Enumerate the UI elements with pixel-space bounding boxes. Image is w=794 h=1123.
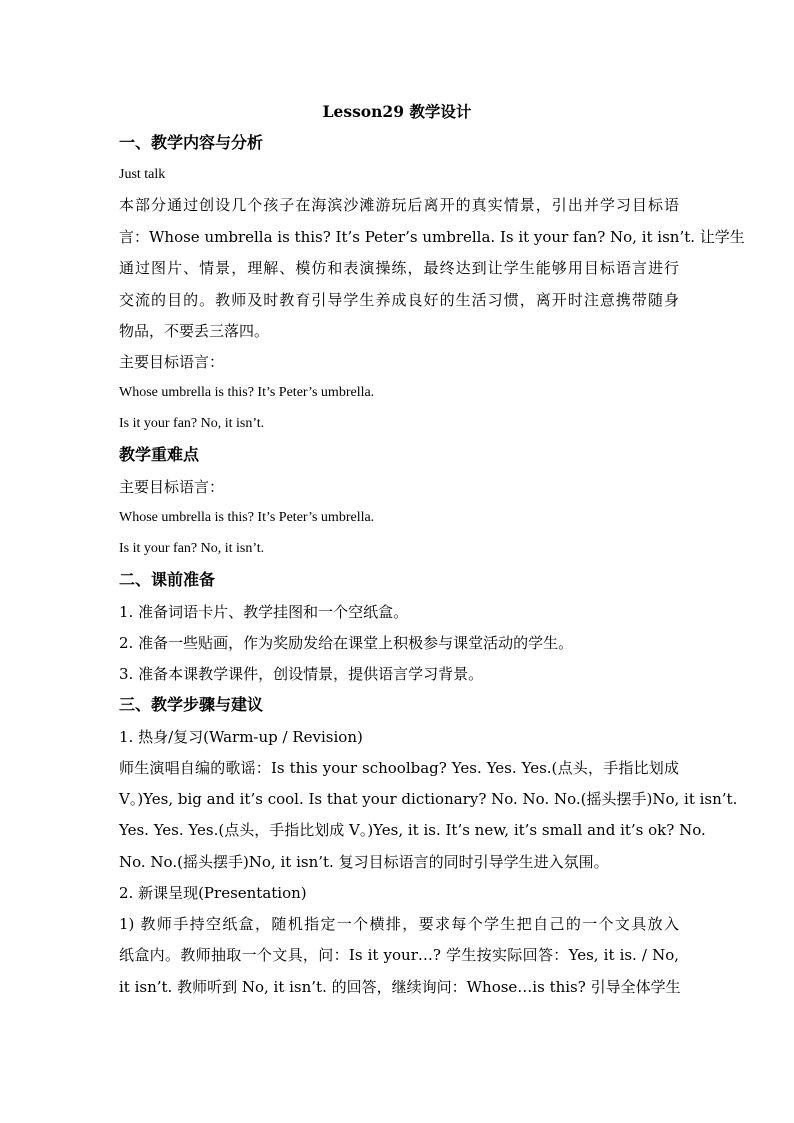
target-sentence: Whose umbrella is this? It’s Peter’s umbrella. [119,510,375,525]
paragraph-line: 物品，不要丢三落四。 [119,322,270,340]
paragraph-line: Yes. Yes. Yes.(点头，手指比划成 V。)Yes, it is. It’s new, it’s small and it’s ok? No. [119,821,706,839]
page-title: Lesson29 教学设计 [322,102,472,121]
step-title: 2. 新课呈现(Presentation) [119,884,307,902]
section-heading-keypoints: 教学重难点 [119,445,200,464]
section-heading-steps: 三、教学步骤与建议 [119,695,264,714]
paragraph-line: 师生演唱自编的歌谣：Is this your schoolbag? Yes. Yes. Yes.(点头，手指比划成 [119,759,679,777]
paragraph-line: V。)Yes, big and it’s cool. Is that your dictionary? No. No. No.(摇头摆手)No, it isn’t. [119,790,738,808]
paragraph-line: 本部分通过创设几个孩子在海滨沙滩游玩后离开的真实情景，引出并学习目标语 [119,196,679,214]
paragraph-line: 交流的目的。教师及时教育引导学生养成良好的生活习惯，离开时注意携带随身 [119,291,679,309]
target-sentence: Is it your fan? No, it isn’t. [119,541,265,556]
section-heading-preparation: 二、课前准备 [119,570,216,589]
list-item: 1. 准备词语卡片、教学挂图和一个空纸盒。 [119,603,409,621]
list-item: 2. 准备一些贴画，作为奖励发给在课堂上积极参与课堂活动的学生。 [119,634,574,652]
target-sentence: Whose umbrella is this? It’s Peter’s umbrella. [119,385,375,400]
target-language-label: 主要目标语言： [119,478,225,496]
paragraph-line: No. No.(摇头摆手)No, it isn’t. 复习目标语言的同时引导学生进入氛围。 [119,853,609,871]
target-sentence: Is it your fan? No, it isn’t. [119,416,265,431]
paragraph-line: 言：Whose umbrella is this? It’s Peter’s umbrella. Is it your fan? No, it isn’t. 让学生 [119,228,745,246]
paragraph-line: 通过图片、情景，理解、模仿和表演操练，最终达到让学生能够用目标语言进行 [119,259,679,277]
section-heading-content-analysis: 一、教学内容与分析 [119,133,264,152]
paragraph-line: 纸盒内。教师抽取一个文具，问：Is it your…? 学生按实际回答：Yes, it is. / No, [119,946,679,964]
paragraph-line: 1) 教师手持空纸盒，随机指定一个横排，要求每个学生把自己的一个文具放入 [119,915,679,933]
list-item: 3. 准备本课教学课件，创设情景，提供语言学习背景。 [119,665,484,683]
step-title: 1. 热身/复习(Warm-up / Revision) [119,728,363,746]
target-language-label: 主要目标语言： [119,353,225,371]
paragraph-line: it isn’t. 教师听到 No, it isn’t. 的回答，继续询问：Whose…is this? 引导全体学生 [119,978,681,996]
subtitle-just-talk: Just talk [119,167,166,182]
